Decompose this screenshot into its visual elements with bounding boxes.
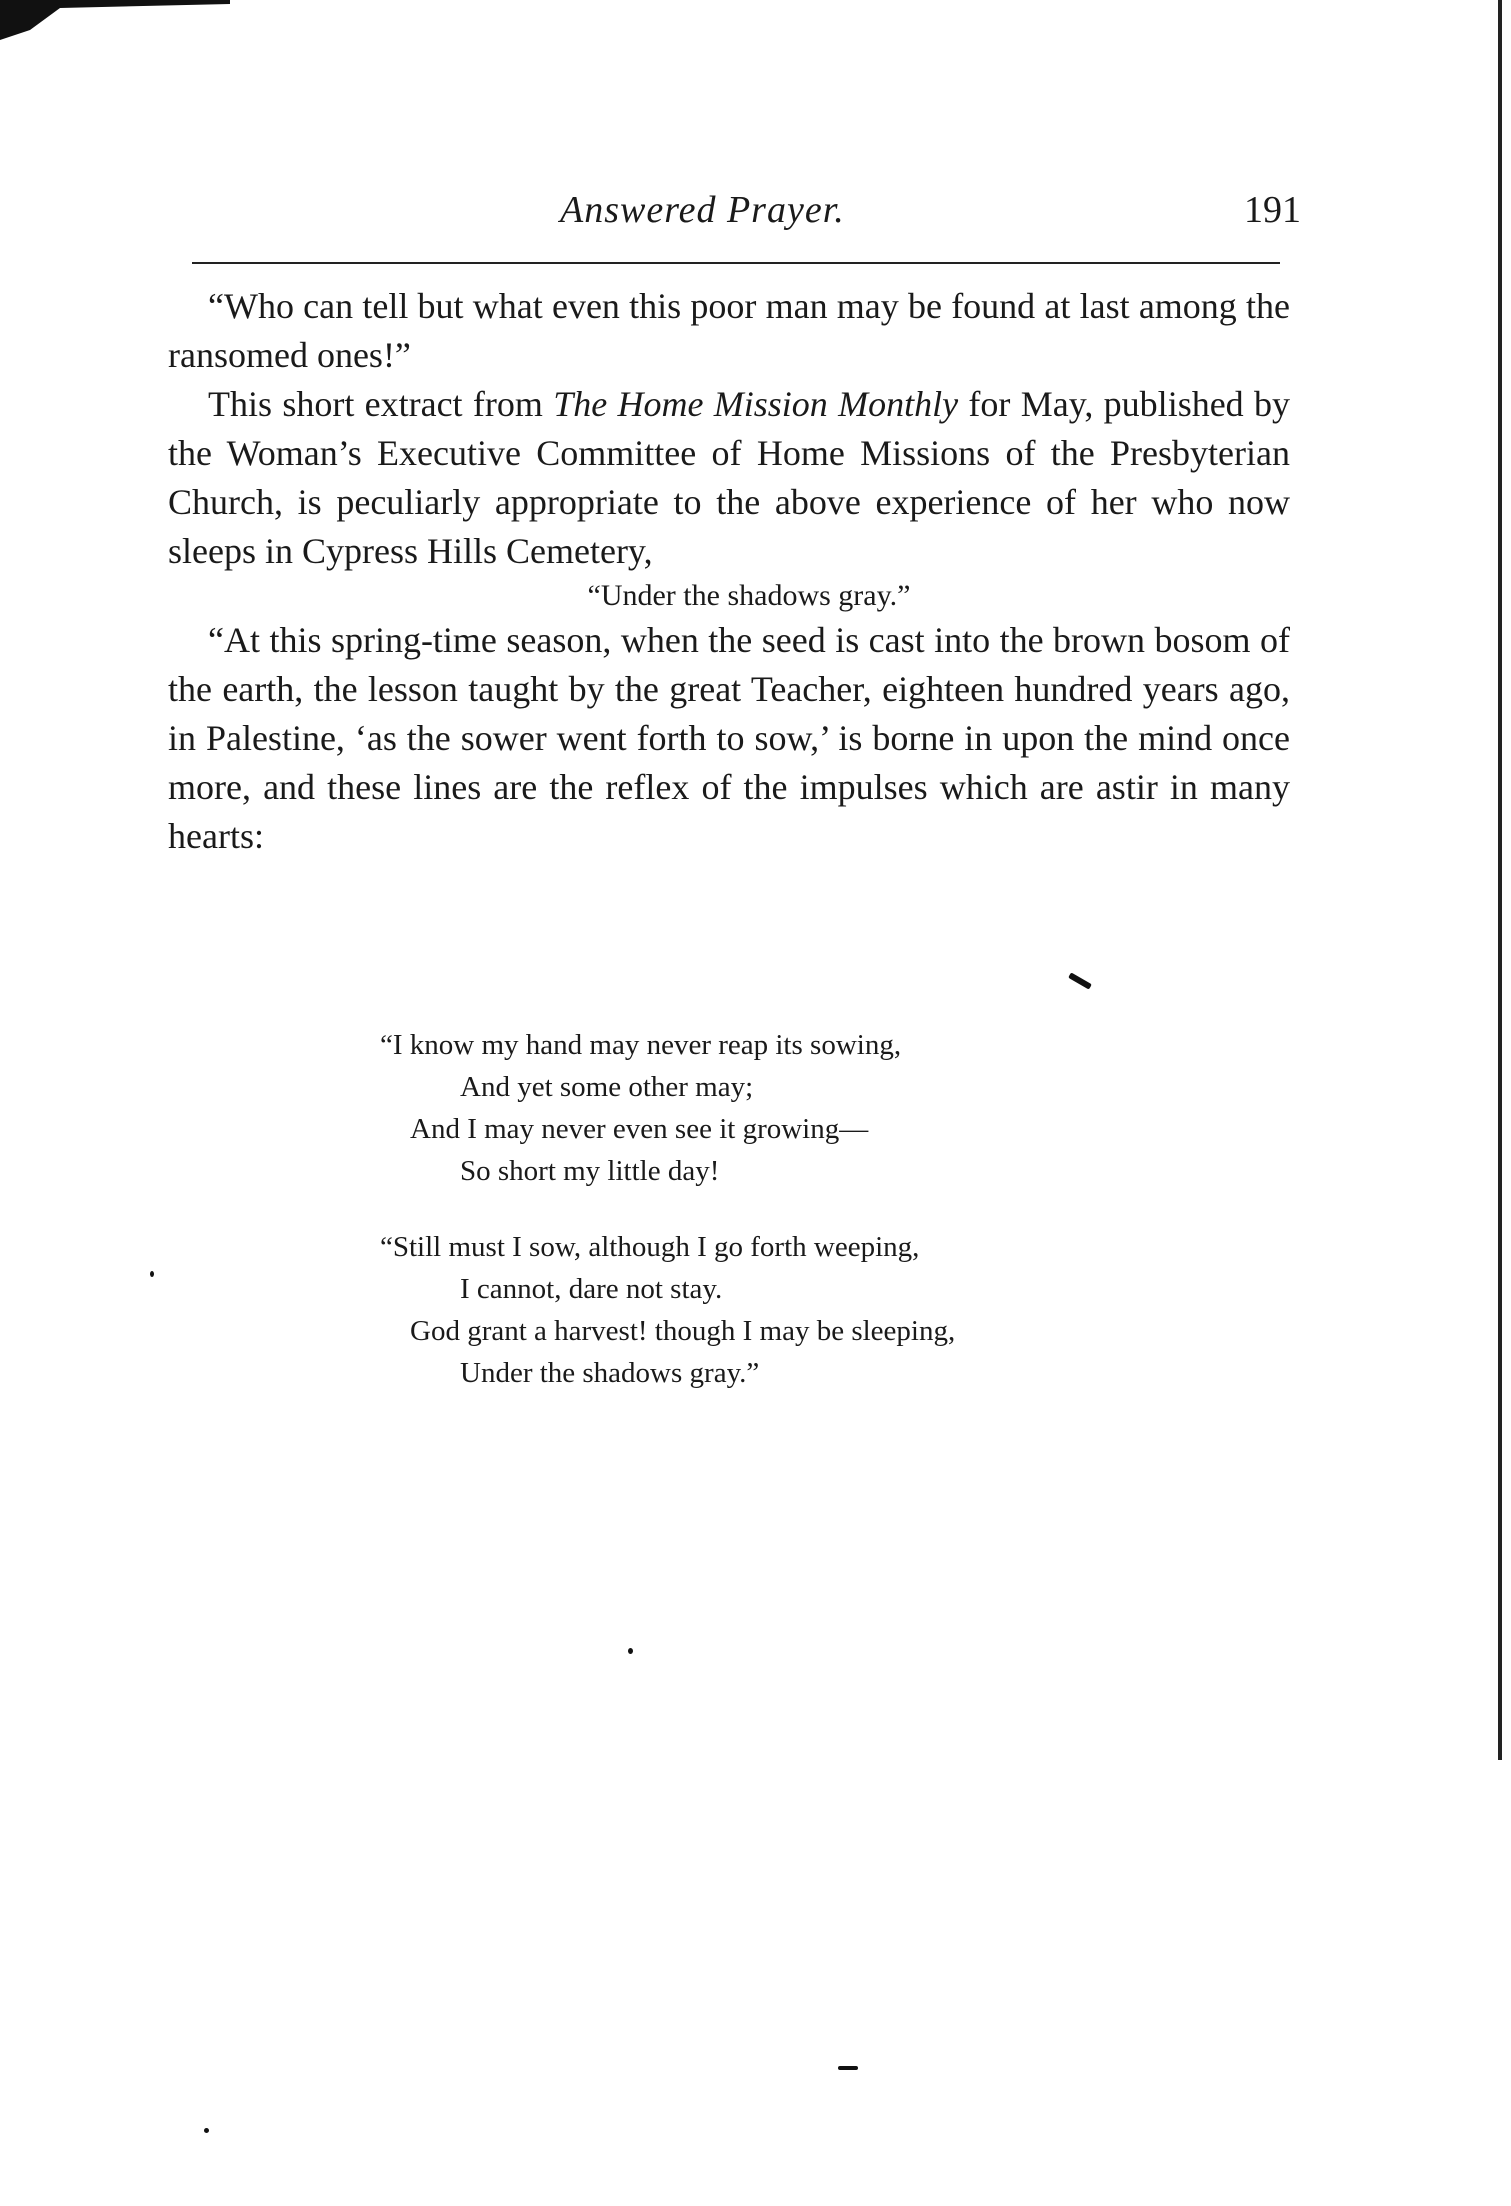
poem-line: God grant a harvest! though I may be sleeping, <box>410 1315 956 1347</box>
page-number: 191 <box>1244 189 1301 231</box>
publication-title: The Home Mission Monthly <box>553 384 959 424</box>
scan-speck <box>1068 972 1092 989</box>
paragraph-1: “Who can tell but what even this poor man may be found at last among the ransomed ones!” <box>168 286 1290 375</box>
centered-quote: “Under the shadows gray.” <box>587 579 911 612</box>
scan-speck <box>204 2128 209 2133</box>
poem-line: “Still must I sow, although I go forth weeping, <box>380 1231 920 1263</box>
scan-speck <box>838 2066 858 2070</box>
paragraph-3: “At this spring-time season, when the seed is cast into the brown bosom of the earth, the lesson taught by the great Teacher, eighteen hundred years ago, in Palestine, ‘as the sower went forth to sow,’ is borne in upon the mind once more, and these lines are the reflex of the impulses which are astir in many hearts: <box>168 620 1290 856</box>
header-rule <box>192 262 1280 264</box>
poem-stanza <box>380 1024 955 1192</box>
poem-line: And I may never even see it growing— <box>410 1113 869 1145</box>
scan-speck <box>150 1271 154 1277</box>
body-text <box>168 282 1290 861</box>
poem-line: I cannot, dare not stay. <box>460 1273 723 1305</box>
paragraph-2 <box>168 380 1290 576</box>
paragraph-2-pre: This short extract from <box>208 384 554 424</box>
paragraph-2-post: for May, published by the Woman’s Executive Committee of Home Missions of the Presbyterian Church, is peculiarly appropriate to the above experience of her who now sleeps in Cypress Hills Cemetery, <box>168 384 1290 571</box>
scan-corner-mark <box>0 0 230 40</box>
poem-line: So short my little day! <box>460 1155 720 1187</box>
poem <box>380 1024 955 1428</box>
poem-line: “I know my hand may never reap its sowing, <box>380 1029 902 1061</box>
scan-edge-line <box>1498 0 1502 1760</box>
running-title: Answered Prayer. <box>560 189 845 231</box>
poem-line: Under the shadows gray.” <box>460 1357 760 1389</box>
poem-line: And yet some other may; <box>460 1071 754 1103</box>
scan-speck <box>628 1648 633 1654</box>
poem-stanza <box>380 1226 955 1394</box>
running-head <box>0 188 1511 238</box>
